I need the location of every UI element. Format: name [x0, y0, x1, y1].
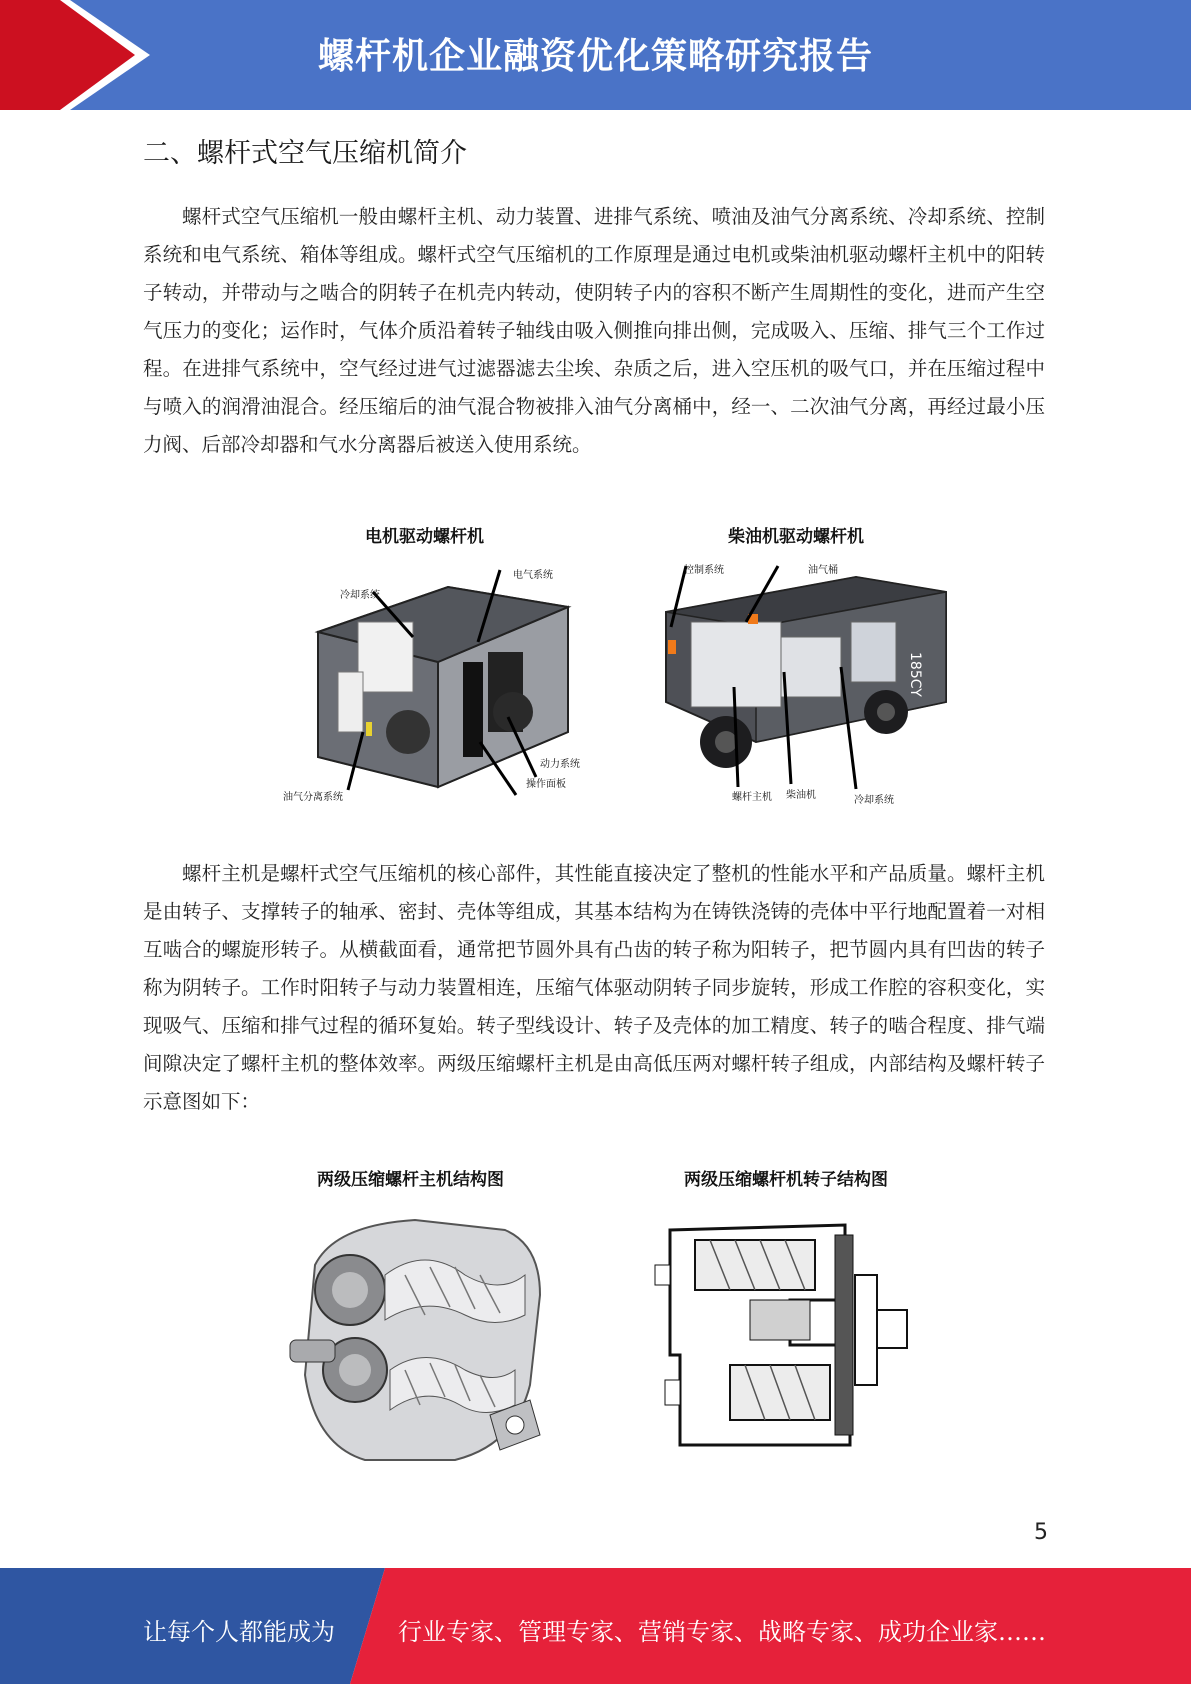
figure-two-stage-rotor-structure	[650, 1165, 950, 1475]
section-heading: 二、螺杆式空气压缩机简介	[143, 138, 467, 169]
page-header	[0, 0, 1191, 110]
diesel-compressor-illustration	[656, 552, 956, 822]
footer-slogan-left: 让每个人都能成为	[143, 1618, 335, 1646]
label-oil-gas-tank: 油气桶	[808, 565, 838, 576]
figure-diesel-screw-compressor	[656, 522, 956, 807]
figure-title: 两级压缩螺杆主机结构图	[317, 1170, 504, 1190]
label-control-panel: 操作面板	[526, 779, 566, 790]
label-electrical-system: 电气系统	[513, 570, 553, 581]
label-cooling-system: 冷却系统	[340, 590, 380, 601]
two-stage-rotor-illustration	[650, 1205, 950, 1475]
page-number: 5	[1034, 1520, 1048, 1545]
report-title: 螺杆机企业融资优化策略研究报告	[317, 36, 873, 77]
figure-title: 柴油机驱动螺杆机	[728, 527, 864, 547]
label-oil-gas-separation: 油气分离系统	[283, 792, 343, 803]
page-footer	[0, 1568, 1191, 1684]
screw-main-unit-paragraph: 螺杆主机是螺杆式空气压缩机的核心部件，其性能直接决定了整机的性能水平和产品质量。螺杆主机是由转子、支撑转子的轴承、密封、壳体等组成，其基本结构为在铸铁浇铸的壳体中平行地配置着一对相互啮合的螺旋形转子。从横截面看，通常把节圆外具有凸齿的转子称为阳转子，把节圆内具有凹齿的转子称为阴转子。工作时阳转子与动力装置相连，压缩气体驱动阴转子同步旋转，形成工作腔的容积变化，实现吸气、压缩和排气过程的循环复始。转子型线设计、转子及壳体的加工精度、转子的啮合程度、排气端间隙决定了螺杆主机的整体效率。两级压缩螺杆主机是由高低压两对螺杆转子组成，内部结构及螺杆转子示意图如下：	[143, 862, 1045, 1113]
intro-paragraph: 螺杆式空气压缩机一般由螺杆主机、动力装置、进排气系统、喷油及油气分离系统、冷却系统、控制系统和电气系统、箱体等组成。螺杆式空气压缩机的工作原理是通过电机或柴油机驱动螺杆主机中的阳转子转动，并带动与之啮合的阴转子在机壳内转动，使阴转子内的容积不断产生周期性的变化，进而产生空气压力的变化；运作时，气体介质沿着转子轴线由吸入侧推向排出侧，完成吸入、压缩、排气三个工作过程。在进排气系统中，空气经过进气过滤器滤去尘埃、杂质之后，进入空压机的吸气口，并在压缩过程中与喷入的润滑油混合。经压缩后的油气混合物被排入油气分离桶中，经一、二次油气分离，再经过最小压力阀、后部冷却器和气水分离器后被送入使用系统。	[143, 205, 1045, 456]
label-diesel-engine: 柴油机	[786, 790, 816, 801]
figure-title: 电机驱动螺杆机	[365, 527, 484, 547]
label-control-system: 控制系统	[684, 565, 724, 576]
label-screw-main-unit: 螺杆主机	[732, 792, 772, 803]
two-stage-main-unit-illustration	[275, 1205, 575, 1475]
label-cooling-system: 冷却系统	[854, 795, 894, 806]
figure-two-stage-main-unit	[275, 1165, 575, 1475]
model-badge: 185CY	[907, 652, 923, 697]
figure-title: 两级压缩螺杆机转子结构图	[684, 1170, 888, 1190]
footer-slogan-right: 行业专家、管理专家、营销专家、战略专家、成功企业家……	[398, 1618, 1046, 1646]
label-power-system: 动力系统	[540, 759, 580, 770]
figure-electric-screw-compressor	[268, 522, 598, 807]
